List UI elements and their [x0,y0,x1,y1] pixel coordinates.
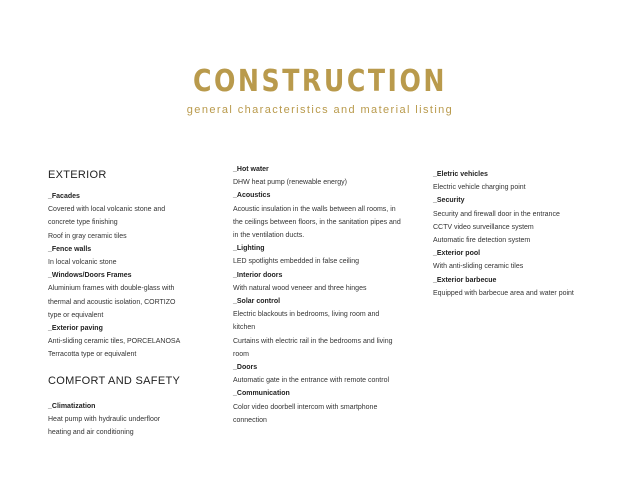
spec-item-text: Electric blackouts in bedrooms, living room and [233,311,380,319]
column-exterior-comfort [48,163,208,439]
spec-item-heading: _Hot water [233,166,269,173]
spec-item-text: the ceilings between floors, in the sanitation pipes and [233,218,401,226]
spec-item-heading: _Climatization [48,402,96,410]
spec-item [433,274,608,300]
spec-item-text: Acoustic insulation in the walls between all rooms, in [233,205,396,213]
spec-item-text: heating and air conditioning [48,429,134,437]
spec-item-text: LED spotlights embedded in false ceiling [233,258,360,266]
spec-item [233,361,413,387]
spec-item [48,400,208,440]
spec-item-heading: _Eletric vehicles [433,171,488,178]
page-subtitle: general characteristics and material listing [186,104,454,116]
column-comfort-continued [233,163,413,427]
spec-item-text: With anti-sliding ceramic tiles [433,263,524,271]
spec-item [433,194,608,247]
spec-item-text: Security and firewall door in the entrance [433,210,560,218]
spec-item-heading: _Interior doors [233,271,283,279]
spec-item-text: Automatic fire detection system [433,237,531,245]
spec-item-heading: _Windows/Doors Frames [48,272,132,280]
spec-item-text: connection [233,416,267,424]
spec-item-heading: _Communication [233,390,290,398]
spec-item-heading: _Lighting [233,245,265,253]
spec-item-heading: _Acoustics [233,192,271,200]
section-title-comfort: COMFORT AND SAFETY [48,374,181,387]
spec-item-heading: _Fence walls [48,245,92,253]
spec-item-text: In local volcanic stone [48,259,117,267]
spec-item-text: Automatic gate in the entrance with remote control [233,377,390,385]
spec-item-text: Equipped with barbecue area and water point [433,289,574,297]
spec-item-text: concrete type finishing [48,219,118,227]
spec-item-text: thermal and acoustic isolation, CORTIZO [48,298,176,306]
spec-item-text: Covered with local volcanic stone and [48,206,166,214]
spec-item-text: kitchen [233,324,256,332]
spec-item-heading: _Exterior pool [433,250,481,258]
spec-item-text: CCTV video surveillance system [433,223,534,231]
spec-item-text: type or equivalent [48,311,104,319]
spec-item [48,190,208,243]
comfort-item-list [48,400,208,440]
spec-item-text: Aluminium frames with double-glass with [48,285,175,293]
spec-item-text: room [233,350,249,358]
spec-item-text: Electric vehicle charging point [433,184,526,192]
spec-item [433,247,608,273]
spec-item-heading: _Facades [48,193,80,200]
spec-item [233,242,413,268]
spec-item-text: Terracotta type or equivalent [48,351,137,359]
spec-item [233,269,413,295]
spec-item-text: Anti-sliding ceramic tiles, PORCELANOSA [48,338,181,346]
spec-item [233,295,413,361]
section-title-exterior: EXTERIOR [48,169,107,181]
spec-item-text: Curtains with electric rail in the bedrooms and living [233,337,393,345]
spec-item-text: in the ventilation ducts. [233,232,305,240]
column-extras [433,168,608,300]
spec-item [233,163,413,189]
exterior-item-list [48,190,208,362]
page-title: CONSTRUCTION [192,64,448,99]
spec-item-heading: _Security [433,197,465,205]
spec-item-text: Color video doorbell intercom with smartphone [233,403,378,411]
spec-item-heading: _Exterior paving [48,325,103,333]
spec-item [48,269,208,322]
spec-item-text: Roof in gray ceramic tiles [48,232,127,240]
spec-item-text: With natural wood veneer and three hinges [233,284,367,292]
spec-item [48,322,208,362]
spec-item [233,387,413,427]
spec-item-text: Heat pump with hydraulic underfloor [48,415,161,423]
spec-item-heading: _Solar control [233,298,281,306]
spec-item-text: DHW heat pump (renewable energy) [233,179,347,187]
spec-item [48,243,208,269]
spec-item [233,189,413,242]
spec-item-heading: _Exterior barbecue [433,276,497,284]
spec-item-heading: _Doors [233,364,258,372]
spec-item [433,168,608,194]
